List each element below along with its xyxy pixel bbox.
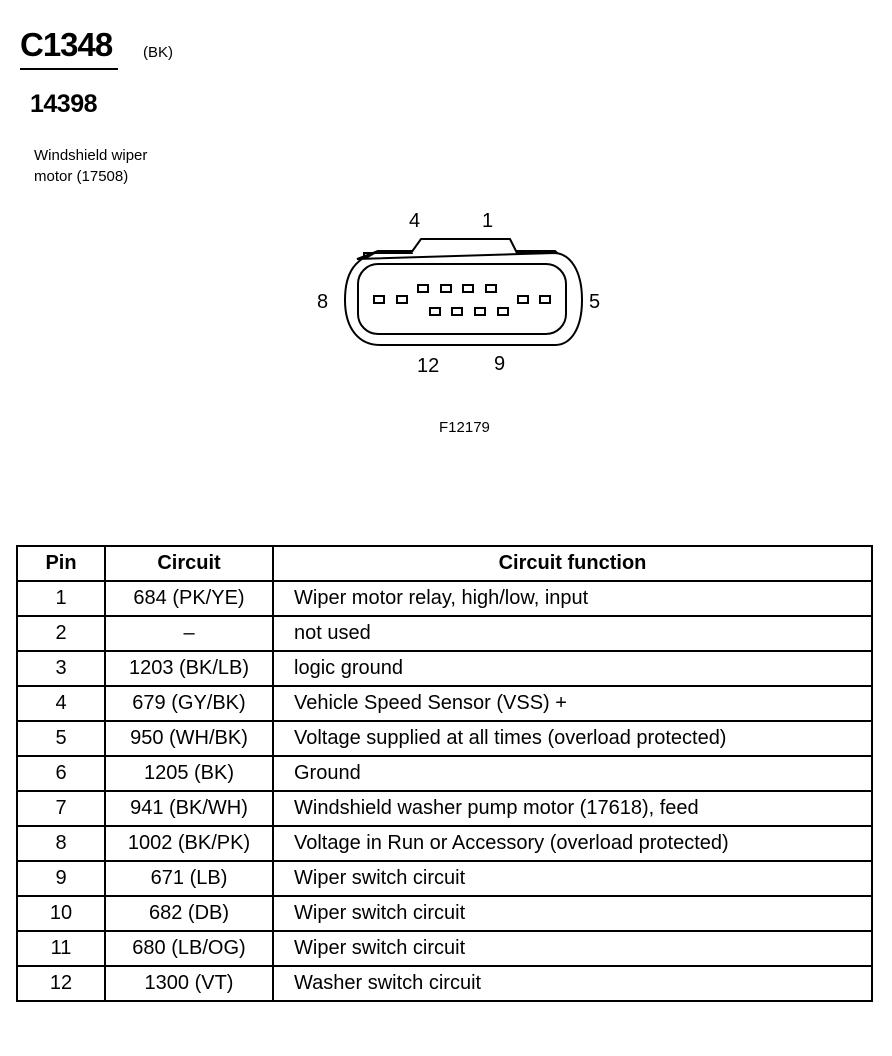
table-row (17, 616, 872, 651)
pin-cell: 2 (17, 616, 105, 651)
pin-cavity (518, 296, 528, 303)
header-circuit-function: Circuit function (273, 546, 872, 581)
table-row (17, 861, 872, 896)
circuit-cell: 950 (WH/BK) (105, 721, 273, 756)
connector-color: (BK) (143, 44, 173, 61)
function-cell: Wiper switch circuit (273, 931, 872, 966)
circuit-cell: 1205 (BK) (105, 756, 273, 791)
circuit-cell: 1300 (VT) (105, 966, 273, 1001)
pin-cavity (486, 285, 496, 292)
connector-id-underline (20, 68, 118, 70)
function-cell: Wiper switch circuit (273, 861, 872, 896)
connector-pin-diagram (300, 200, 620, 385)
component-name (34, 145, 234, 187)
function-cell: Vehicle Speed Sensor (VSS) + (273, 686, 872, 721)
pin-cavity (540, 296, 550, 303)
pin-label-5: 5 (589, 291, 601, 313)
table-row (17, 721, 872, 756)
function-cell: Windshield washer pump motor (17618), feed (273, 791, 872, 826)
pin-cell: 9 (17, 861, 105, 896)
pin-cell: 5 (17, 721, 105, 756)
connector-id: C1348 (20, 26, 113, 63)
function-cell: Ground (273, 756, 872, 791)
part-number: 14398 (30, 90, 98, 118)
pin-cell: 8 (17, 826, 105, 861)
pin-cavity (441, 285, 451, 292)
pin-label-9: 9 (494, 353, 506, 375)
pin-cell: 4 (17, 686, 105, 721)
table-row (17, 756, 872, 791)
pin-cell: 1 (17, 581, 105, 616)
component-name-line-2: motor (17508) (34, 168, 129, 185)
figure-id: F12179 (439, 419, 490, 436)
pin-cell: 10 (17, 896, 105, 931)
circuit-cell: 680 (LB/OG) (105, 931, 273, 966)
table-row (17, 651, 872, 686)
pin-label-12: 12 (417, 355, 440, 377)
pin-cell: 11 (17, 931, 105, 966)
pin-cell: 6 (17, 756, 105, 791)
table-header-row (17, 546, 872, 581)
circuit-cell: 682 (DB) (105, 896, 273, 931)
pin-function-table (16, 545, 873, 1002)
circuit-cell: 684 (PK/YE) (105, 581, 273, 616)
pin-cell: 12 (17, 966, 105, 1001)
table-row (17, 826, 872, 861)
table-row (17, 686, 872, 721)
pin-cavity (418, 285, 428, 292)
pin-cavity (430, 308, 440, 315)
table-row (17, 931, 872, 966)
pin-cavity (463, 285, 473, 292)
table-row (17, 791, 872, 826)
function-cell: Wiper switch circuit (273, 896, 872, 931)
circuit-cell: 941 (BK/WH) (105, 791, 273, 826)
pin-cavity (374, 296, 384, 303)
pin-label-1: 1 (482, 210, 494, 232)
function-cell: Voltage in Run or Accessory (overload protected) (273, 826, 872, 861)
pin-cavity (475, 308, 485, 315)
pin-cavity (452, 308, 462, 315)
function-cell: not used (273, 616, 872, 651)
circuit-cell: 671 (LB) (105, 861, 273, 896)
function-cell: Washer switch circuit (273, 966, 872, 1001)
pin-cell: 7 (17, 791, 105, 826)
pin-cavity (397, 296, 407, 303)
table-row (17, 966, 872, 1001)
pin-cavity (498, 308, 508, 315)
table-row (17, 896, 872, 931)
circuit-cell: – (105, 616, 273, 651)
function-cell: logic ground (273, 651, 872, 686)
function-cell: Wiper motor relay, high/low, input (273, 581, 872, 616)
header-circuit: Circuit (105, 546, 273, 581)
circuit-cell: 679 (GY/BK) (105, 686, 273, 721)
pin-label-8: 8 (317, 291, 329, 313)
pin-cell: 3 (17, 651, 105, 686)
circuit-cell: 1002 (BK/PK) (105, 826, 273, 861)
table-row (17, 581, 872, 616)
header-pin: Pin (17, 546, 105, 581)
pin-label-4: 4 (409, 210, 421, 232)
component-name-line-1: Windshield wiper (34, 147, 148, 164)
circuit-cell: 1203 (BK/LB) (105, 651, 273, 686)
function-cell: Voltage supplied at all times (overload protected) (273, 721, 872, 756)
